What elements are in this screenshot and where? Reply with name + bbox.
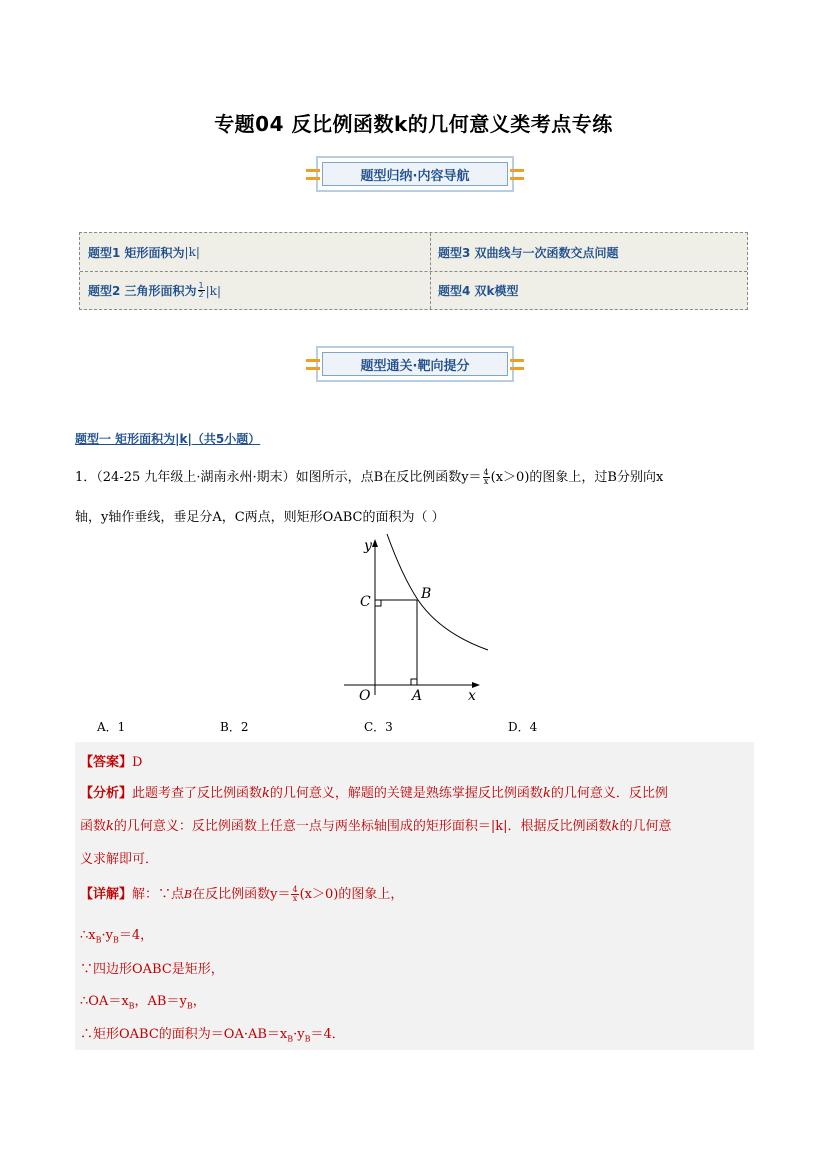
detail-line-4: $\therefore OA=x_B$，$AB=y_B$，: [80, 994, 206, 1011]
banner-right-decoration: [510, 166, 524, 184]
option-b[interactable]: B．2: [220, 720, 249, 734]
y-axis-arrow: [372, 539, 378, 547]
label-c: C: [360, 594, 371, 610]
label-a: A: [412, 688, 423, 704]
label-o: O: [359, 688, 371, 704]
detail-line-3: ∵四边形OABC是矩形，: [80, 962, 224, 977]
analysis-line-2: 函数k的几何意义：反比例函数上任意一点与两坐标轴围成的矩形面积＝|k|．根据反比例函数k的几何意: [80, 819, 672, 834]
banner-label: 题型通关·靶向提分: [360, 358, 470, 374]
page-title: 专题04 反比例函数k的几何意义类考点专练: [214, 112, 613, 136]
banner-right-decoration: [510, 356, 524, 374]
detail-line-2: $\therefore x_B\cdot y_B=4$，: [80, 928, 154, 945]
answer-line: 【答案】D: [80, 755, 143, 770]
section-heading: 题型一 矩形面积为|k|（共5小题）: [75, 432, 261, 446]
banner-left-decoration: [306, 356, 320, 374]
topic-navigation-table: [79, 232, 748, 310]
analysis-line-3: 义求解即可．: [80, 852, 159, 867]
nav-item-type4[interactable]: 题型4 双k模型: [438, 284, 519, 298]
nav-banner: [316, 156, 514, 192]
label-x: x: [468, 688, 476, 704]
analysis-line-1: 【分析】此题考查了反比例函数k的几何意义，解题的关键是熟练掌握反比例函数k的几何意义．反比例: [80, 786, 668, 801]
question-line-2: 轴，y轴作垂线，垂足分A，C两点，则矩形OABC的面积为（ ）: [75, 510, 445, 525]
nav-item-type3[interactable]: 题型3 双曲线与一次函数交点问题: [438, 245, 619, 260]
detail-line-1: 【详解】解：∵点B在反比例函数y＝ $\frac{4}{x}$ (x＞0)的图象上，: [80, 885, 404, 903]
banner-label: 题型归纳·内容导航: [360, 168, 470, 184]
banner-left-decoration: [306, 166, 320, 184]
option-a[interactable]: A．1: [97, 720, 126, 734]
label-b: B: [421, 586, 432, 602]
question-figure: [330, 530, 500, 705]
answer-block: [75, 742, 754, 1050]
option-d[interactable]: D．4: [508, 720, 538, 734]
nav-item-type1[interactable]: 题型1 矩形面积为 |k|: [88, 245, 200, 260]
hyperbola-curve: [387, 534, 488, 650]
detail-line-5: ∴矩形OABC的面积为$=OA\cdot AB=x_B\cdot y_B=4$．: [80, 1027, 345, 1044]
question-line-1: 1．（24-25 九年级上·湖南永州·期末）如图所示，点B在反比例函数y＝ $\frac{4}{x}$ (x＞0)的图象上，过B分别向x: [75, 468, 664, 486]
option-c[interactable]: C．3: [364, 720, 393, 734]
label-y: y: [364, 538, 372, 554]
right-angle-a: [411, 679, 417, 685]
nav-item-type2[interactable]: 题型2 三角形面积为 $\frac{1}{2}$ |k|: [88, 281, 221, 299]
practice-banner: [316, 346, 514, 382]
right-angle-c: [375, 600, 381, 606]
